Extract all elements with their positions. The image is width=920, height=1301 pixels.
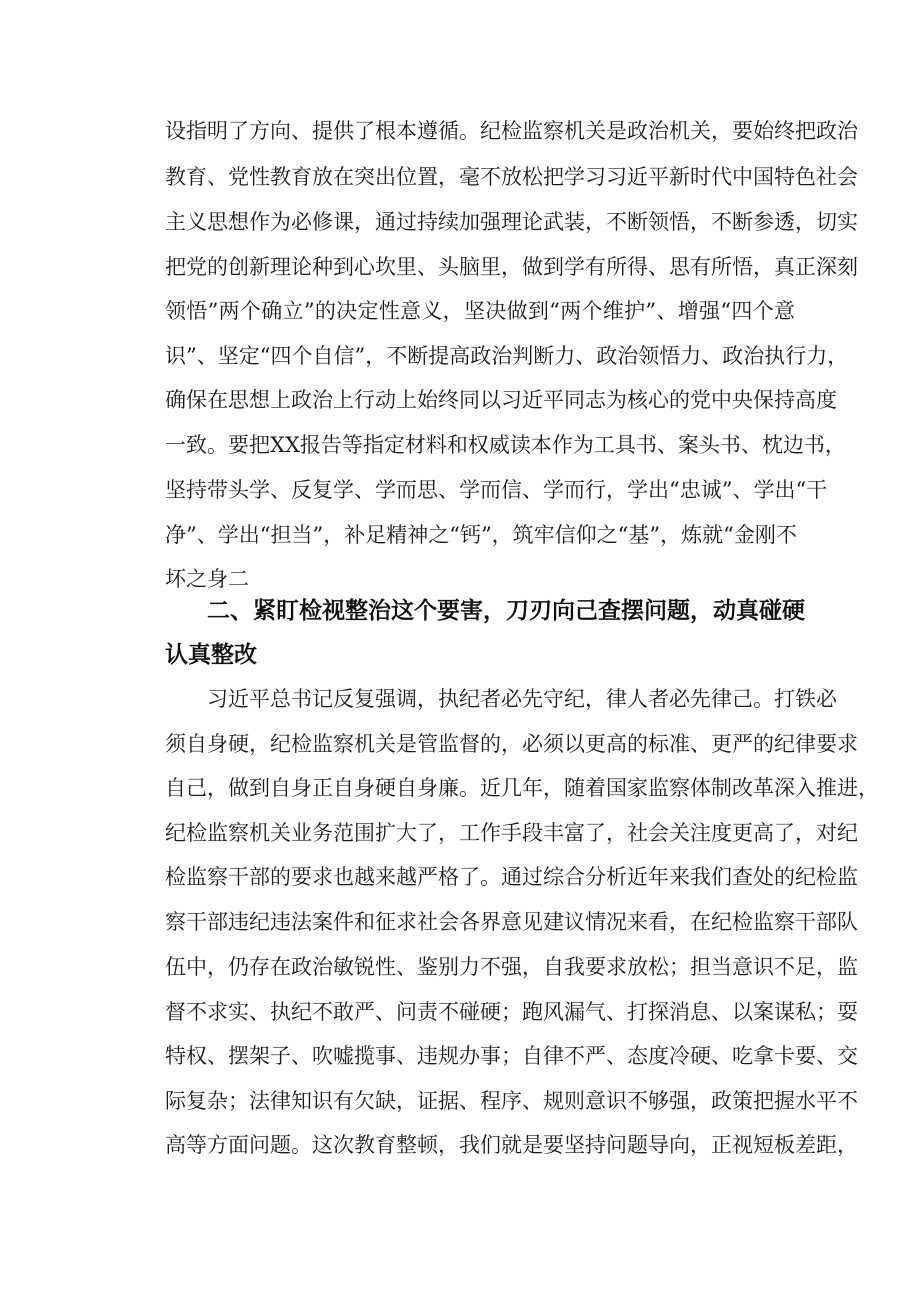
paragraph-line: 伍中，仍存在政治敏锐性、鉴别力不强，自我要求放松；担当意识不足，监	[165, 955, 858, 979]
paragraph-line: 习近平总书记反复强调，执纪者必先守纪，律人者必先律己。打铁必	[207, 687, 837, 711]
paragraph-line: 把党的创新理论种到心坎里、头脑里，做到学有所得、思有所悟，真正深刻	[165, 255, 858, 279]
paragraph-line: 督不求实、执纪不敢严、问责不碰硬；跑风漏气、打探消息、以案谋私；耍	[165, 1000, 858, 1024]
paragraph-line: 特权、摆架子、吹嘘揽事、违规办事；自律不严、态度冷硬、吃拿卡要、交	[165, 1044, 858, 1068]
paragraph-line: 坚持带头学、反复学、学而思、学而信、学而行，学出“忠诚”、学出“干	[165, 478, 828, 502]
paragraph-line: 际复杂；法律知识有欠缺，证据、程序、规则意识不够强，政策把握水平不	[165, 1089, 858, 1113]
paragraph-line: 净”、学出“担当”，补足精神之“钙”，筑牢信仰之“基”，炼就“金刚不	[165, 523, 797, 547]
paragraph-line: 纪检监察机关业务范围扩大了，工作手段丰富了，社会关注度更高了，对纪	[165, 821, 858, 845]
paragraph-line: 设指明了方向、提供了根本遵循。纪检监察机关是政治机关，要始终把政治	[165, 119, 858, 143]
paragraph-line: 确保在思想上政治上行动上始终同以习近平同志为核心的党中央保持高度	[165, 388, 837, 412]
section-heading: 认真整改	[165, 642, 257, 668]
paragraph-line: 检监察干部的要求也越来越严格了。通过综合分析近年来我们查处的纪检监	[165, 865, 858, 889]
paragraph-line: 高等方面问题。这次教育整顿，我们就是要坚持问题导向，正视短板差距，	[165, 1133, 858, 1157]
paragraph-line: 教育、党性教育放在突出位置，毫不放松把学习习近平新时代中国特色社会	[165, 165, 858, 189]
paragraph-line: 一致。要把XX报告等指定材料和权威读本作为工具书、案头书、枕边书，	[165, 433, 846, 457]
paragraph-line: 主义思想作为必修课，通过持续加强理论武装，不断领悟，不断参透，切实	[165, 210, 858, 234]
paragraph-line: 察干部违纪违法案件和征求社会各界意见建议情况来看，在纪检监察干部队	[165, 910, 858, 934]
paragraph-line: 领悟”两个确立”的决定性意义，坚决做到“两个维护”、增强“四个意	[165, 299, 795, 323]
section-heading: 二、紧盯检视整治这个要害，刀刃向己查摆问题，动真碰硬	[207, 598, 805, 624]
paragraph-line: 坏之身二	[165, 567, 249, 591]
paragraph-line: 自己，做到自身正自身硬自身廉。近几年，随着国家监察体制改革深入推进，	[165, 776, 879, 800]
paragraph-line: 识”、坚定“四个自信”，不断提高政治判断力、政治领悟力、政治执行力，	[165, 344, 849, 368]
paragraph-line: 须自身硬，纪检监察机关是管监督的，必须以更高的标准、更严的纪律要求	[165, 732, 858, 756]
